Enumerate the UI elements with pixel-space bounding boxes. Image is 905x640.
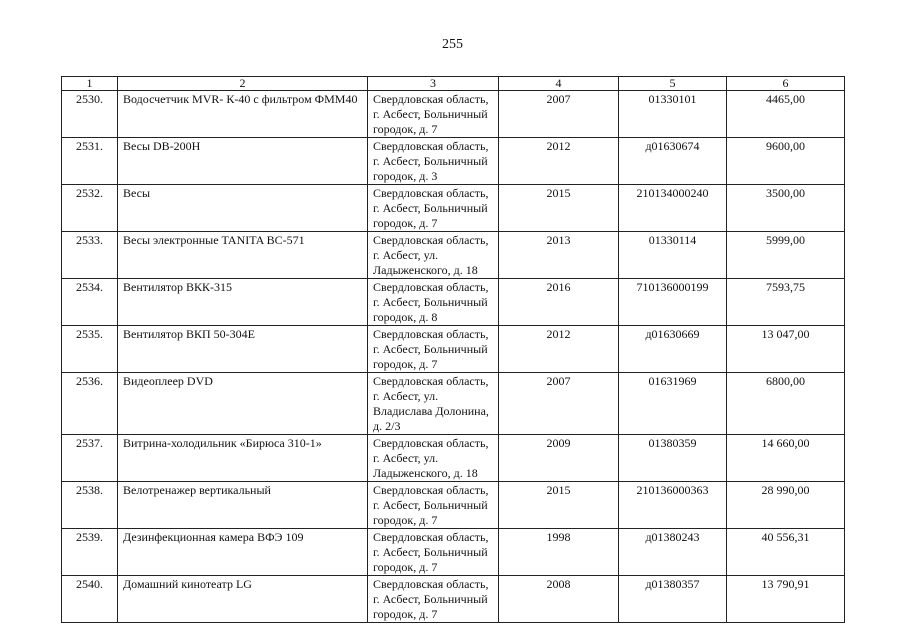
item-cost: 40 556,31: [727, 529, 845, 576]
item-inventory-number: д01630669: [619, 326, 727, 373]
item-inventory-number: 210134000240: [619, 185, 727, 232]
item-name: Видеоплеер DVD: [118, 373, 368, 435]
item-name: Домашний кинотеатр LG: [118, 576, 368, 623]
item-name: Велотренажер вертикальный: [118, 482, 368, 529]
column-header: 1: [62, 77, 118, 91]
row-number: 2534.: [62, 279, 118, 326]
item-cost: 5999,00: [727, 232, 845, 279]
row-number: 2535.: [62, 326, 118, 373]
item-cost: 13 790,91: [727, 576, 845, 623]
item-year: 2012: [499, 138, 619, 185]
table-row: [62, 373, 845, 435]
item-name: Весы электронные TANITA BC-571: [118, 232, 368, 279]
table-row: [62, 232, 845, 279]
column-header: 6: [727, 77, 845, 91]
item-inventory-number: 01631969: [619, 373, 727, 435]
table-row: [62, 576, 845, 623]
table-row: [62, 435, 845, 482]
column-header: 4: [499, 77, 619, 91]
row-number: 2538.: [62, 482, 118, 529]
item-cost: 13 047,00: [727, 326, 845, 373]
item-address: Свердловская область, г. Асбест, Больничный городок, д. 3: [368, 138, 499, 185]
table-row: [62, 529, 845, 576]
row-number: 2539.: [62, 529, 118, 576]
row-number: 2531.: [62, 138, 118, 185]
item-name: Вентилятор ВКП 50-304Е: [118, 326, 368, 373]
item-name: Вентилятор ВКК-315: [118, 279, 368, 326]
item-year: 1998: [499, 529, 619, 576]
item-inventory-number: 01330114: [619, 232, 727, 279]
row-number: 2530.: [62, 91, 118, 138]
item-address: Свердловская область, г. Асбест, Больничный городок, д. 7: [368, 482, 499, 529]
item-address: Свердловская область, г. Асбест, ул. Владислава Долонина, д. 2/3: [368, 373, 499, 435]
property-table: [61, 76, 845, 623]
header-row: [62, 77, 845, 91]
item-inventory-number: д01380243: [619, 529, 727, 576]
item-inventory-number: 210136000363: [619, 482, 727, 529]
row-number: 2536.: [62, 373, 118, 435]
item-name: Дезинфекционная камера ВФЭ 109: [118, 529, 368, 576]
item-year: 2013: [499, 232, 619, 279]
item-inventory-number: 710136000199: [619, 279, 727, 326]
item-name: Витрина-холодильник «Бирюса 310-1»: [118, 435, 368, 482]
table-row: [62, 326, 845, 373]
row-number: 2532.: [62, 185, 118, 232]
item-inventory-number: 01380359: [619, 435, 727, 482]
item-year: 2015: [499, 482, 619, 529]
item-address: Свердловская область, г. Асбест, Больничный городок, д. 8: [368, 279, 499, 326]
item-address: Свердловская область, г. Асбест, Больничный городок, д. 7: [368, 529, 499, 576]
item-address: Свердловская область, г. Асбест, Больничный городок, д. 7: [368, 91, 499, 138]
item-cost: 4465,00: [727, 91, 845, 138]
item-inventory-number: 01330101: [619, 91, 727, 138]
column-header: 5: [619, 77, 727, 91]
item-cost: 14 660,00: [727, 435, 845, 482]
item-year: 2007: [499, 91, 619, 138]
item-cost: 7593,75: [727, 279, 845, 326]
page-number: 255: [442, 37, 463, 52]
item-year: 2009: [499, 435, 619, 482]
column-header: 3: [368, 77, 499, 91]
item-year: 2012: [499, 326, 619, 373]
item-name: Водосчетчик MVR- К-40 с фильтром ФММ40: [118, 91, 368, 138]
item-address: Свердловская область, г. Асбест, Больничный городок, д. 7: [368, 576, 499, 623]
item-cost: 28 990,00: [727, 482, 845, 529]
row-number: 2533.: [62, 232, 118, 279]
item-year: 2008: [499, 576, 619, 623]
item-cost: 3500,00: [727, 185, 845, 232]
row-number: 2540.: [62, 576, 118, 623]
table-row: [62, 138, 845, 185]
item-year: 2016: [499, 279, 619, 326]
item-cost: 9600,00: [727, 138, 845, 185]
item-year: 2015: [499, 185, 619, 232]
table-row: [62, 185, 845, 232]
item-cost: 6800,00: [727, 373, 845, 435]
table-row: [62, 482, 845, 529]
item-address: Свердловская область, г. Асбест, Больничный городок, д. 7: [368, 185, 499, 232]
item-inventory-number: д01380357: [619, 576, 727, 623]
item-name: Весы DB-200H: [118, 138, 368, 185]
item-address: Свердловская область, г. Асбест, Больничный городок, д. 7: [368, 326, 499, 373]
row-number: 2537.: [62, 435, 118, 482]
table-row: [62, 91, 845, 138]
table-row: [62, 279, 845, 326]
column-header: 2: [118, 77, 368, 91]
item-name: Весы: [118, 185, 368, 232]
item-year: 2007: [499, 373, 619, 435]
item-address: Свердловская область, г. Асбест, ул. Ладыженского, д. 18: [368, 232, 499, 279]
item-inventory-number: д01630674: [619, 138, 727, 185]
item-address: Свердловская область, г. Асбест, ул. Ладыженского, д. 18: [368, 435, 499, 482]
